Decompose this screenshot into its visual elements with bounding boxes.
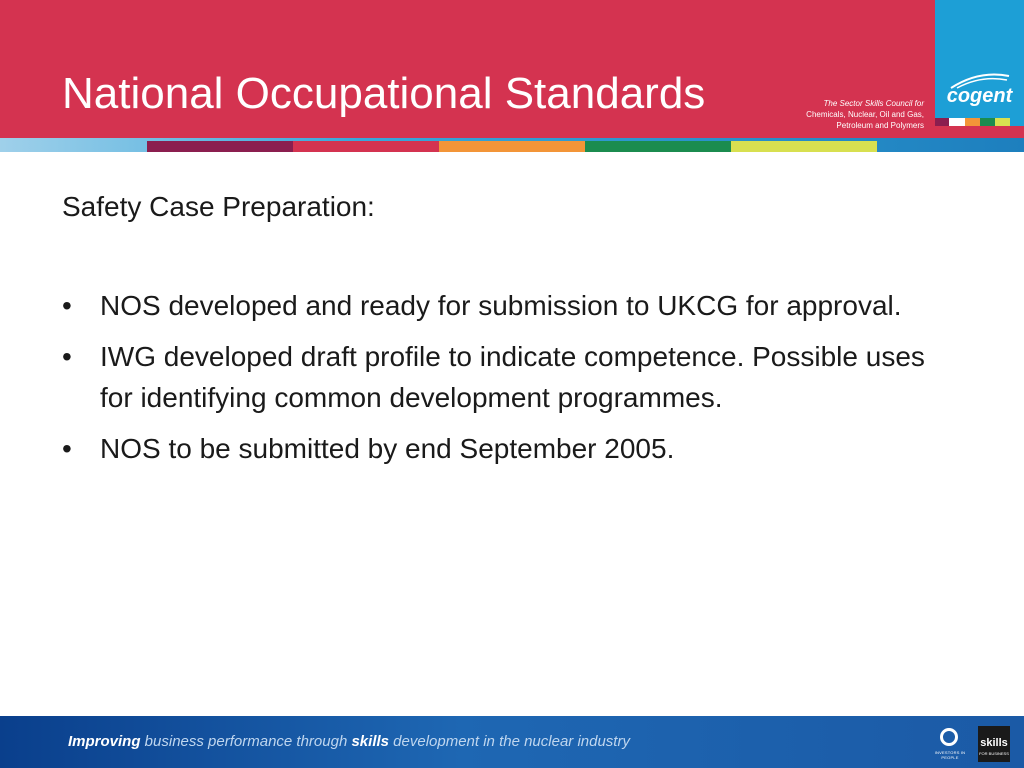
bullet-item (62, 285, 962, 326)
bullet-text: NOS to be submitted by end September 2005. (100, 433, 675, 464)
investors-in-people-text: INVESTORS IN PEOPLE (934, 750, 966, 760)
logo-strip-segment (995, 118, 1010, 126)
color-bar-segment (147, 141, 293, 152)
color-bar (147, 141, 877, 152)
skills-logo-text: skills (980, 737, 1008, 749)
bullet-item (62, 428, 962, 469)
council-line-1: The Sector Skills Council for (823, 99, 924, 108)
footer-bar (0, 716, 1024, 768)
bullet-marker: • (62, 341, 72, 372)
logo-strip-segment (965, 118, 980, 126)
logo-strip-segment (935, 118, 949, 126)
tagline-bold-2: skills (351, 733, 389, 750)
logo-strip-segment (1010, 118, 1024, 126)
logo-strip-segment (949, 118, 965, 126)
tagline-bold-1: Improving (68, 733, 141, 750)
color-bar-segment (585, 141, 731, 152)
bullet-marker: • (62, 290, 72, 321)
bullet-list (62, 285, 962, 479)
skills-for-business-logo (978, 726, 1010, 762)
header-banner (0, 0, 1024, 138)
council-line-2: Chemicals, Nuclear, Oil and Gas, (806, 110, 924, 119)
logo-color-strip (935, 118, 1024, 126)
investors-in-people-logo (930, 726, 970, 762)
slide-title: National Occupational Standards (62, 69, 706, 118)
skills-logo-subtext: FOR BUSINESS (979, 751, 1009, 756)
cogent-logo (935, 0, 1024, 118)
section-heading: Safety Case Preparation: (62, 191, 375, 222)
color-bar-segment (731, 141, 877, 152)
color-bar-segment (293, 141, 439, 152)
tagline-text-1: business performance through (140, 733, 352, 750)
bullet-marker: • (62, 433, 72, 464)
logo-strip-segment (980, 118, 995, 126)
bullet-item (62, 336, 962, 418)
council-line-3: Petroleum and Polymers (836, 121, 924, 130)
cogent-logo-text: cogent (946, 85, 1013, 107)
color-bar-segment (439, 141, 585, 152)
bullet-text: IWG developed draft profile to indicate competence. Possible uses for identifying common development programmes. (100, 341, 925, 413)
tagline-text-2: development in the nuclear industry (389, 733, 630, 750)
council-description (806, 98, 924, 131)
footer-tagline (68, 734, 630, 749)
bullet-text: NOS developed and ready for submission to UKCG for approval. (100, 290, 902, 321)
investors-in-people-icon (940, 728, 958, 746)
